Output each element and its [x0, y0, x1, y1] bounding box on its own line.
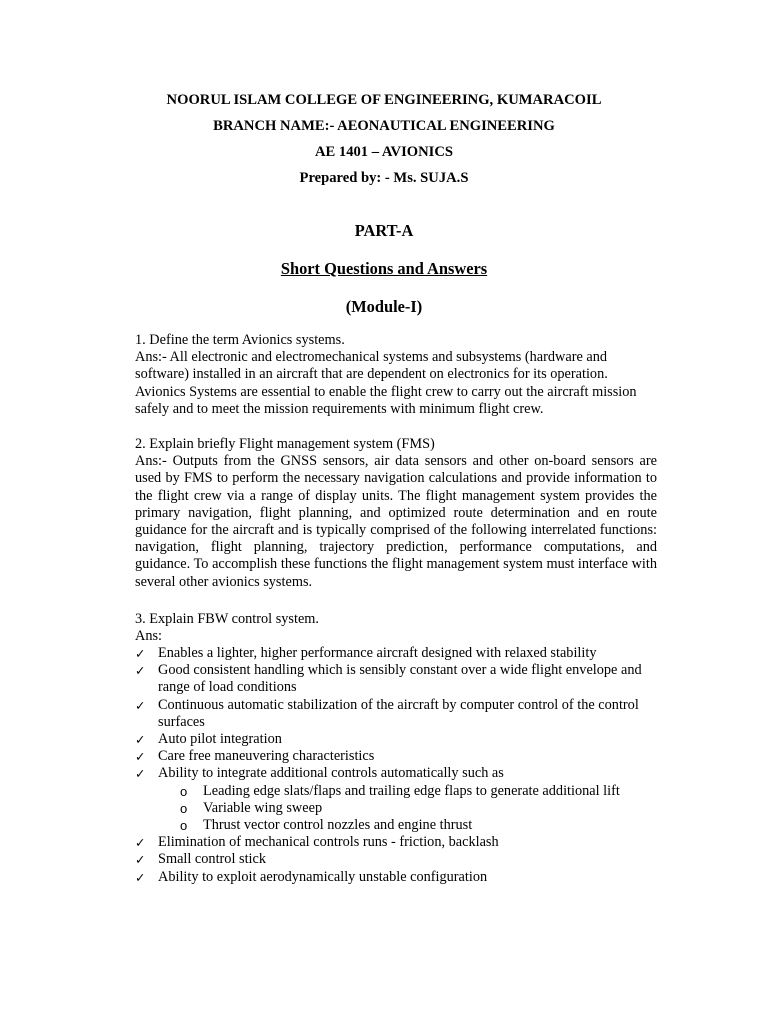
question-3-text: 3. Explain FBW control system. — [135, 611, 319, 627]
checkmark-icon: ✓ — [135, 852, 146, 868]
checkmark-icon: ✓ — [135, 766, 146, 782]
question-1-text: 1. Define the term Avionics systems. — [135, 332, 345, 348]
checkmark-icon: ✓ — [135, 835, 146, 851]
sub-list-item: o Leading edge slats/flaps and trailing edge flaps to generate additional lift — [180, 782, 620, 799]
question-3 — [135, 611, 657, 645]
checkmark-icon: ✓ — [135, 869, 146, 885]
checkmark-icon: ✓ — [135, 697, 146, 713]
checkmark-icon: ✓ — [135, 732, 146, 748]
checkmark-icon: ✓ — [135, 646, 146, 661]
checkmark-icon: ✓ — [135, 663, 146, 679]
module-heading: (Module-I) — [345, 297, 423, 316]
branch-name: BRANCH NAME:- AEONAUTICAL ENGINEERING — [213, 118, 555, 134]
fbw-benefits-list — [135, 645, 665, 886]
list-item: ✓ Ability to exploit aerodynamically unstable configuration — [135, 868, 488, 885]
list-item: ✓ Enables a lighter, higher performance aircraft designed with relaxed stability — [135, 645, 597, 661]
college-name: NOORUL ISLAM COLLEGE OF ENGINEERING, KUMARACOIL — [166, 92, 602, 108]
list-item: ✓ Good consistent handling which is sensibly constant over a wide flight envelope and range of load conditions — [135, 662, 642, 696]
list-item: ✓ Care free maneuvering characteristics — [135, 748, 375, 765]
additional-controls-list — [158, 783, 665, 835]
circle-bullet-icon: o — [180, 783, 188, 799]
list-item: ✓ Elimination of mechanical controls runs - friction, backlash — [135, 834, 499, 851]
question-2-answer: Ans:- Outputs from the GNSS sensors, air data sensors and other on-board sensors are used by FMS to perform the necessary navigation calculations and provide information to the flight crew via a range of display units. The flight management system provides the primary navigation, flight planning, and optimized route determination and en route guidance for the aircraft and is typically comprised of the following interrelated functions: navigation, flight planning, trajectory prediction, performance computations, and guidance. To accomplish these functions the flight management system must interface with several other avionics systems. — [135, 453, 657, 590]
prepared-by: Prepared by: - Ms. SUJA.S — [299, 170, 469, 186]
question-2-text: 2. Explain briefly Flight management system (FMS) — [135, 436, 435, 452]
list-item: ✓ Auto pilot integration — [135, 731, 282, 748]
question-3-ans-label: Ans: — [135, 628, 163, 645]
section-subtitle: Short Questions and Answers — [280, 259, 488, 278]
part-heading: PART-A — [354, 221, 414, 240]
circle-bullet-icon: o — [180, 800, 188, 816]
question-1 — [135, 332, 657, 418]
course-title: AE 1401 – AVIONICS — [315, 144, 453, 160]
list-item: ✓ Continuous automatic stabilization of the aircraft by computer control of the control surfaces — [135, 696, 639, 730]
question-2 — [135, 436, 657, 591]
checkmark-icon: ✓ — [135, 749, 146, 765]
list-item: ✓ Small control stick — [135, 851, 267, 868]
list-item: ✓ Ability to integrate additional controls automatically such as o Leading edge slats/flaps and trailing edge flaps to generate additional lift o Variable wing sweep o Thrust vector control nozzles and engine thrust — [135, 765, 665, 834]
sub-list-item: o Thrust vector control nozzles and engine thrust — [180, 817, 473, 834]
circle-bullet-icon: o — [180, 818, 188, 834]
sub-list-item: o Variable wing sweep — [180, 799, 323, 816]
question-1-answer: Ans:- All electronic and electromechanical systems and subsystems (hardware and software) installed in an aircraft that are dependent on electronics for its operation. Avionics Systems are essential to enable the flight crew to carry out the aircraft mission safely and to meet the mission requirements with minimum flight crew. — [135, 349, 637, 417]
